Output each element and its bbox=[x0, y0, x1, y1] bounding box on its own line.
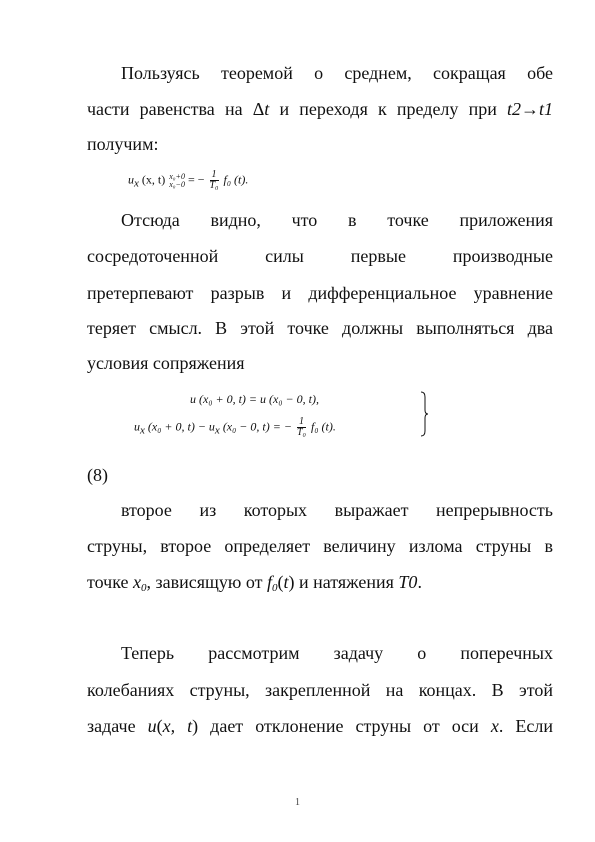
text-span: точке bbox=[87, 572, 134, 592]
text-line: теряет смысл. В этой точке должны выполняться два bbox=[87, 318, 553, 338]
text-line bbox=[87, 98, 553, 120]
eq-args: (x, t) bbox=[141, 172, 166, 187]
text-span: ) и натяжения bbox=[288, 572, 399, 592]
text-span: ( bbox=[156, 716, 163, 736]
eq-text: (x₀ + 0, t) − u bbox=[144, 419, 215, 434]
variable: x, t bbox=[162, 716, 193, 736]
eq-symbol: u bbox=[128, 172, 134, 187]
text-span: . bbox=[417, 572, 422, 592]
variable: T0 bbox=[398, 572, 418, 592]
eq-subscript: x bbox=[134, 177, 139, 190]
variable: f bbox=[266, 572, 272, 592]
right-brace-icon bbox=[420, 391, 428, 437]
text-span: и переходя к пределу при bbox=[269, 99, 507, 119]
variable: t bbox=[283, 572, 289, 592]
text-line: Отсюда видно, что в точке приложения bbox=[121, 210, 553, 230]
variable: u bbox=[147, 716, 157, 736]
text-line: условия сопряжения bbox=[87, 353, 245, 373]
text-span: ( bbox=[277, 572, 284, 592]
eq-limit-top: x₀+0 bbox=[169, 171, 185, 181]
eq-text: (x₀ − 0, t) = − bbox=[219, 419, 292, 434]
equation-1 bbox=[128, 170, 248, 191]
text-span: части равенства на bbox=[87, 99, 253, 119]
eq-rhs: f₀ (t). bbox=[223, 172, 249, 187]
equation-2-line-1: u (x₀ + 0, t) = u (x₀ − 0, t), bbox=[190, 392, 319, 406]
eq-numerator: 1 bbox=[210, 170, 219, 181]
text-span: задаче bbox=[87, 716, 148, 736]
text-line bbox=[87, 571, 553, 593]
equation-number: (8) bbox=[87, 465, 108, 485]
eq-text: f₀ (t). bbox=[310, 419, 336, 434]
text-line bbox=[87, 715, 553, 737]
equation-2-line-2 bbox=[134, 417, 336, 438]
eq-subscript: x bbox=[140, 424, 145, 437]
eq-subscript: x bbox=[214, 424, 220, 437]
text-line: получим: bbox=[87, 134, 159, 154]
eq-denominator: T₀ bbox=[209, 180, 219, 191]
variable: x bbox=[133, 572, 142, 592]
text-line: Теперь рассмотрим задачу о поперечных bbox=[121, 643, 553, 663]
eq-symbol: u bbox=[134, 419, 140, 434]
text-line: сосредоточенной силы первые производные bbox=[87, 246, 553, 266]
text-line: Пользуясь теоремой о среднем, сокращая обе bbox=[121, 63, 553, 83]
eq-fraction bbox=[210, 170, 219, 191]
delta-symbol: Δ bbox=[252, 99, 265, 119]
text-line: струны, второе определяет величину излома струны в bbox=[87, 536, 553, 556]
eq-limit-bottom: x₀−0 bbox=[169, 179, 185, 189]
text-line: претерпевают разрыв и дифференциальное уравнение bbox=[87, 283, 553, 303]
text-line: второе из которых выражает непрерывность bbox=[121, 500, 553, 520]
subscript: 0 bbox=[271, 582, 278, 594]
eq-numerator: 1 bbox=[297, 417, 306, 428]
limit-expression: t2→t1 bbox=[507, 99, 554, 119]
page-number: 1 bbox=[295, 797, 300, 808]
text-line: колебаниях струны, закрепленной на концах. В этой bbox=[87, 680, 553, 700]
eq-denominator: T₀ bbox=[296, 427, 306, 438]
eq-fraction bbox=[297, 417, 306, 438]
variable: x bbox=[490, 716, 499, 736]
text-span: , зависящую от bbox=[146, 572, 267, 592]
subscript: 0 bbox=[141, 582, 147, 594]
eq-limits bbox=[169, 173, 185, 189]
eq-operator: = − bbox=[187, 172, 205, 187]
text-span: ) дает отклонение струны от оси bbox=[192, 716, 491, 736]
variable: t bbox=[264, 99, 270, 119]
text-span: . Если bbox=[498, 716, 553, 736]
